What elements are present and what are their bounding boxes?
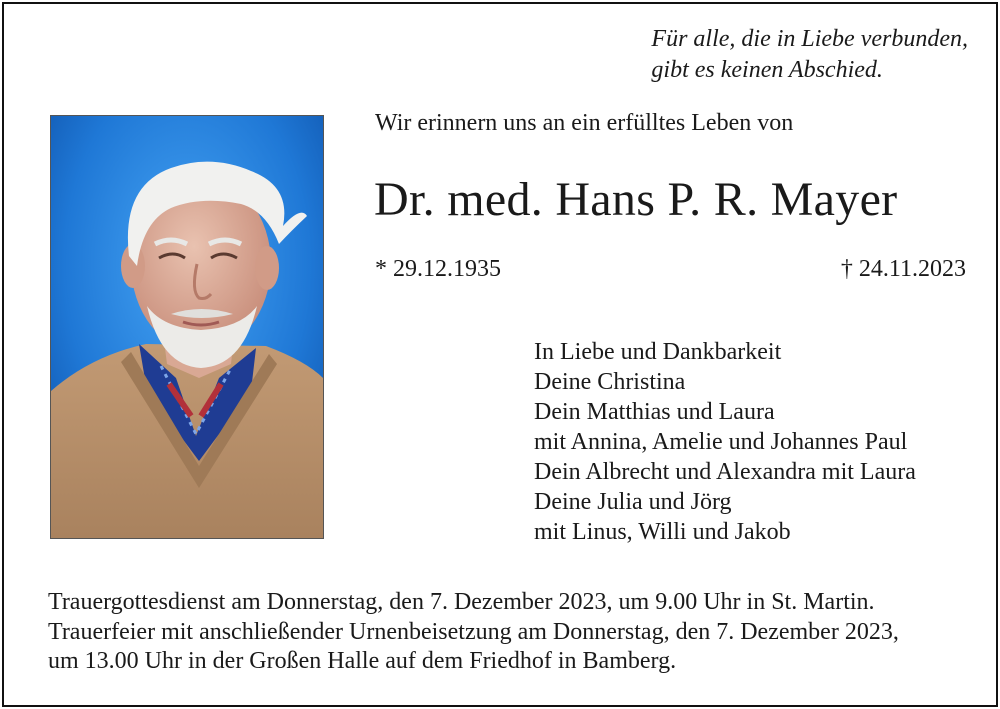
- mourner-line: Dein Matthias und Laura: [534, 399, 775, 425]
- birth-date: * 29.12.1935: [375, 256, 501, 282]
- mourner-line: Deine Christina: [534, 369, 686, 395]
- death-date: † 24.11.2023: [840, 256, 966, 282]
- mourner-line: mit Annina, Amelie und Johannes Paul: [534, 429, 908, 455]
- notice-line: Trauerfeier mit anschließender Urnenbeisetzung am Donnerstag, den 7. Dezember 2023,: [48, 618, 899, 645]
- mourner-line: mit Linus, Willi und Jakob: [534, 519, 791, 545]
- intro-text: Wir erinnern uns an ein erfülltes Leben von: [375, 110, 794, 136]
- motto-line-1: Für alle, die in Liebe verbunden,: [651, 26, 968, 52]
- obituary-card: [2, 2, 998, 707]
- notice-line: Trauergottesdienst am Donnerstag, den 7. Dezember 2023, um 9.00 Uhr in St. Martin.: [48, 589, 875, 615]
- mourner-line: Dein Albrecht und Alexandra mit Laura: [534, 459, 916, 485]
- portrait-photo: [50, 115, 324, 539]
- mourners-list: [534, 337, 916, 547]
- deceased-name: Dr. med. Hans P. R. Mayer: [374, 173, 898, 226]
- portrait-illustration: [51, 116, 323, 538]
- notice-line: um 13.00 Uhr in der Großen Halle auf dem Friedhof in Bamberg.: [48, 648, 677, 674]
- motto-line-2: gibt es keinen Abschied.: [651, 57, 883, 83]
- motto: [651, 24, 968, 86]
- mourner-line: In Liebe und Dankbarkeit: [534, 339, 782, 365]
- service-notice: [48, 588, 899, 677]
- mourner-line: Deine Julia und Jörg: [534, 489, 732, 515]
